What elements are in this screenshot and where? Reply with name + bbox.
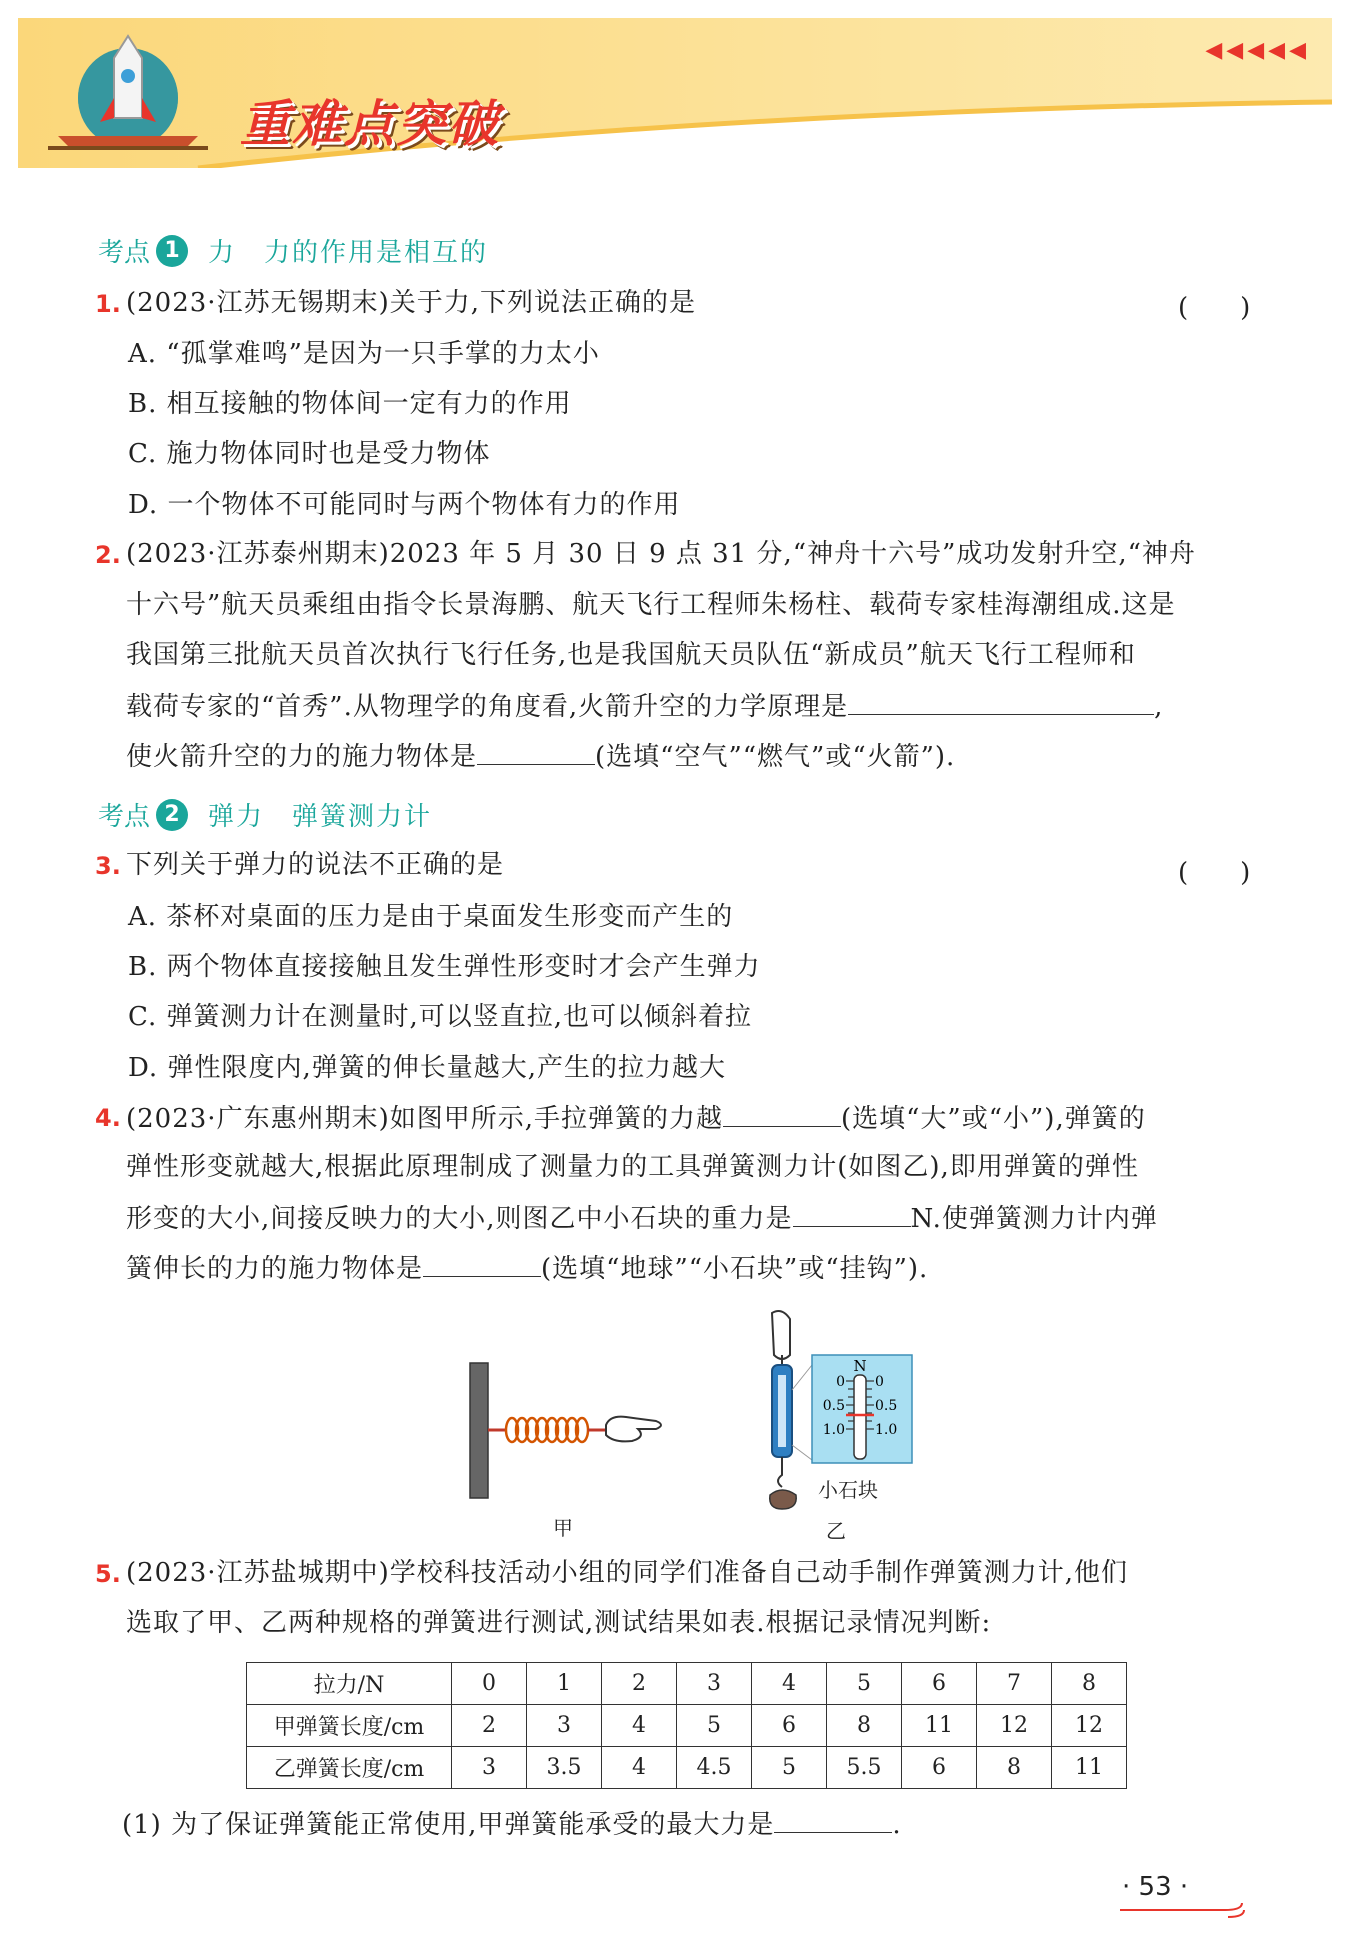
table-row (247, 1705, 1127, 1747)
table-cell: 2 (602, 1663, 677, 1705)
question-number: 1. (95, 290, 121, 318)
option-b: B. 两个物体直接接触且发生弹性形变时才会产生弹力 (128, 952, 761, 982)
table-cell: 2 (452, 1705, 527, 1747)
header-banner (18, 18, 1332, 168)
stone-label: 小石块 (818, 1478, 878, 1502)
question-text: (2023·广东惠州期末)如图甲所示,手拉弹簧的力越 (126, 1104, 723, 1134)
option-a: A. 茶杯对桌面的压力是由于桌面发生形变而产生的 (128, 902, 734, 932)
row-header: 乙弹簧长度/cm (247, 1747, 452, 1789)
table-cell: 4 (602, 1705, 677, 1747)
section-2-heading (98, 796, 432, 833)
question-number: 3. (95, 852, 121, 880)
answer-blank[interactable] (423, 1250, 541, 1277)
table-cell: 7 (977, 1663, 1052, 1705)
question-line (126, 1250, 928, 1286)
question-text: (选填“地球”“小石块”或“挂钩”). (541, 1254, 929, 1284)
question-text: 使火箭升空的力的施力物体是 (126, 742, 478, 772)
option-c: C. 弹簧测力计在测量时,可以竖直拉,也可以倾斜着拉 (128, 1002, 753, 1032)
question-stem: 下列关于弹力的说法不正确的是 (126, 850, 505, 880)
question-line: (2023·江苏盐城期中)学校科技活动小组的同学们准备自己动手制作弹簧测力计,他们 (126, 1558, 1128, 1588)
section-number-badge: 2 (156, 799, 188, 831)
option-a: A. “孤掌难鸣”是因为一只手掌的力太小 (128, 339, 600, 369)
question-number: 5. (95, 1560, 121, 1588)
table-row (247, 1663, 1127, 1705)
table-cell: 11 (902, 1705, 977, 1747)
question-number: 2. (95, 541, 121, 569)
row-header: 甲弹簧长度/cm (247, 1705, 452, 1747)
table-cell: 12 (1052, 1705, 1127, 1747)
table-cell: 4 (752, 1663, 827, 1705)
option-b: B. 相互接触的物体间一定有力的作用 (128, 389, 572, 419)
question-text: 载荷专家的“首秀”.从物理学的角度看,火箭升空的力学原理是 (126, 692, 849, 722)
table-cell: 6 (902, 1747, 977, 1789)
section-1-heading (98, 232, 488, 269)
question-text: (选填“大”或“小”),弹簧的 (841, 1104, 1146, 1134)
table-cell: 3 (527, 1705, 602, 1747)
table-cell: 6 (902, 1663, 977, 1705)
table-cell: 8 (1052, 1663, 1127, 1705)
answer-parentheses: ( ) (1178, 293, 1251, 323)
question-line (126, 1200, 1158, 1236)
question-text: 形变的大小,间接反映力的大小,则图乙中小石块的重力是 (126, 1204, 793, 1234)
question-number: 4. (95, 1104, 121, 1132)
section-label: 考点 (98, 238, 151, 268)
answer-blank[interactable] (793, 1200, 911, 1227)
figure-jia-spring (460, 1355, 680, 1505)
banner-background (18, 18, 1332, 168)
question-stem: (2023·江苏无锡期末)关于力,下列说法正确的是 (126, 288, 696, 318)
question-text: (选填“空气”“燃气”或“火箭”). (595, 742, 956, 772)
question-text: N.使弹簧测力计内弹 (910, 1204, 1158, 1234)
option-c: C. 施力物体同时也是受力物体 (128, 439, 491, 469)
table-row (247, 1747, 1127, 1789)
scale-tick-right: 1.0 (875, 1422, 898, 1438)
table-cell: 12 (977, 1705, 1052, 1747)
question-line: (2023·江苏泰州期末)2023 年 5 月 30 日 9 点 31 分,“神舟十六号”成功发射升空,“神舟 (126, 539, 1196, 569)
question-line: 我国第三批航天员首次执行飞行任务,也是我国航天员队伍“新成员”航天飞行工程师和 (126, 640, 1136, 670)
question-line (126, 738, 955, 774)
figure-label-yi: 乙 (826, 1519, 846, 1543)
question-line (126, 688, 1163, 724)
page-number-underline (1120, 1900, 1250, 1920)
scale-tick-left: 1.0 (822, 1422, 845, 1438)
answer-blank[interactable] (477, 738, 595, 765)
table-cell: 3 (452, 1747, 527, 1789)
question-text: 簧伸长的力的施力物体是 (126, 1254, 424, 1284)
answer-blank[interactable] (774, 1806, 892, 1833)
scale-tick-right: 0 (875, 1374, 884, 1390)
section-number-badge: 1 (156, 235, 188, 267)
table-cell: 0 (452, 1663, 527, 1705)
question-line: 选取了甲、乙两种规格的弹簧进行测试,测试结果如表.根据记录情况判断: (126, 1608, 992, 1638)
table-cell: 3 (677, 1663, 752, 1705)
figure-label-jia: 甲 (553, 1516, 573, 1540)
question-text: , (1154, 692, 1164, 722)
table-cell: 5.5 (827, 1747, 902, 1789)
table-cell: 4.5 (677, 1747, 752, 1789)
page-title: 重难点突破 (240, 95, 500, 153)
sub-question-1 (122, 1806, 902, 1842)
table-cell: 8 (977, 1747, 1052, 1789)
section-topic: 弹力 弹簧测力计 (208, 802, 433, 832)
hand-icon (606, 1417, 661, 1442)
question-line: 十六号”航天员乘组由指令长景海鹏、航天飞行工程师朱杨柱、载荷专家桂海潮组成.这是 (126, 590, 1176, 620)
table-cell: 6 (752, 1705, 827, 1747)
decorative-arrows: ◀◀◀◀◀ (1205, 38, 1310, 63)
table-cell: 5 (827, 1663, 902, 1705)
question-text: . (892, 1810, 902, 1840)
scale-unit: N (853, 1357, 867, 1375)
table-cell: 11 (1052, 1747, 1127, 1789)
scale-tick-right: 0.5 (875, 1398, 898, 1414)
row-header: 拉力/N (247, 1663, 452, 1705)
scale-tick-left: 0 (836, 1374, 845, 1390)
table-cell: 5 (752, 1747, 827, 1789)
hand-icon (772, 1311, 790, 1359)
data-table (246, 1662, 1127, 1789)
table-cell: 4 (602, 1747, 677, 1789)
option-d: D. 一个物体不可能同时与两个物体有力的作用 (128, 490, 681, 520)
answer-blank[interactable] (723, 1100, 841, 1127)
question-text: (1) 为了保证弹簧能正常使用,甲弹簧能承受的最大力是 (122, 1810, 775, 1840)
answer-blank[interactable] (848, 688, 1154, 715)
question-line: 弹性形变就越大,根据此原理制成了测量力的工具弹簧测力计(如图乙),即用弹簧的弹性 (126, 1152, 1139, 1182)
question-line (126, 1100, 1146, 1136)
page-number: · 53 · (1122, 1872, 1189, 1902)
option-d: D. 弹性限度内,弹簧的伸长量越大,产生的拉力越大 (128, 1053, 726, 1083)
answer-parentheses: ( ) (1178, 858, 1251, 888)
section-topic: 力 力的作用是相互的 (208, 238, 489, 268)
table-cell: 3.5 (527, 1747, 602, 1789)
table-cell: 8 (827, 1705, 902, 1747)
section-label: 考点 (98, 802, 151, 832)
scale-tick-left: 0.5 (822, 1398, 845, 1414)
table-cell: 1 (527, 1663, 602, 1705)
table-cell: 5 (677, 1705, 752, 1747)
